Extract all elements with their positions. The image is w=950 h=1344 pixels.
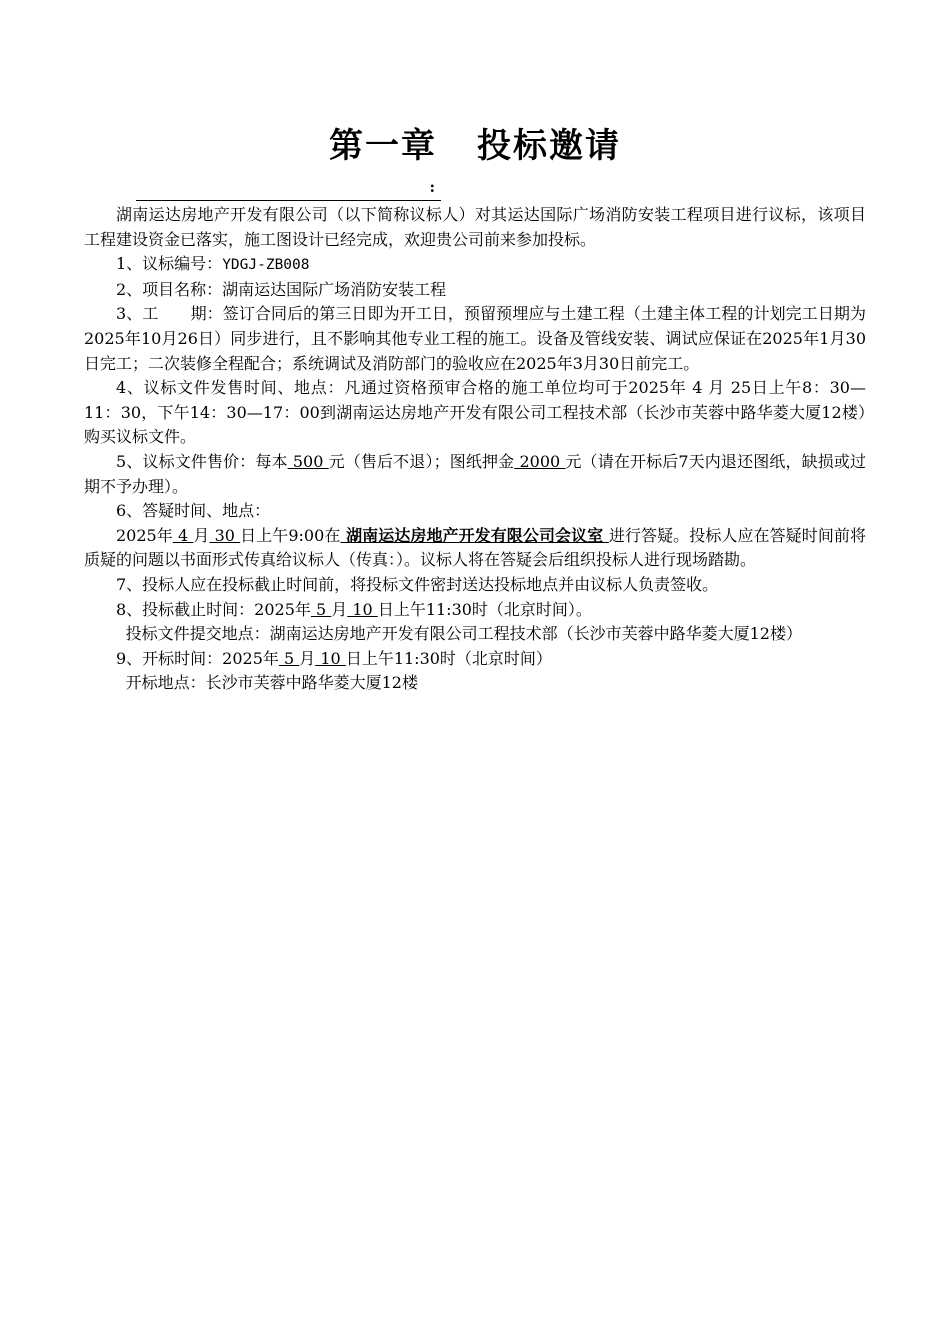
qa-day: 30 [209, 525, 241, 545]
deadline-text-b: 日上午11:30时（北京时间）。 [377, 599, 592, 619]
qa-year: 2025年 [116, 525, 173, 545]
deadline-month-unit: 月 [331, 599, 348, 619]
qa-rest: 进行答疑。投标人应在答疑时间前将质疑的问题以书面形式传真给议标人（传真：）。议标人将在答疑会后组织投标人进行现场踏勘。 [84, 525, 866, 570]
intro-paragraph: 湖南运达房地产开发有限公司（以下简称议标人）对其运达国际广场消防安装工程项目进行议标，该项目工程建设资金已落实，施工图设计已经完成，欢迎贵公司前来参加投标。 [84, 205, 866, 249]
item-project-name: 2、项目名称：湖南运达国际广场消防安装工程 [116, 279, 447, 299]
item-submission-place: 投标文件提交地点：湖南运达房地产开发有限公司工程技术部（长沙市芙蓉中路华菱大厦12楼） [125, 624, 802, 644]
opening-text-b: 日上午11:30时（北京时间） [345, 648, 552, 668]
qa-place: 湖南运达房地产开发有限公司会议室 [340, 525, 609, 545]
item-opening-place: 开标地点：长沙市芙蓉中路华菱大厦12楼 [125, 673, 418, 693]
item-qa-details [84, 524, 866, 573]
bid-number-value: YDGJ-ZB008 [222, 257, 310, 274]
opening-day: 10 [315, 648, 346, 668]
item-bid-number [84, 252, 866, 278]
item-submission: 7、投标人应在投标截止时间前，将投标文件密封送达投标地点并由议标人负责签收。 [116, 574, 719, 594]
price-text-c: 元（请在开标后7天内退还图纸，缺损或过期不予办理）。 [84, 451, 867, 496]
chapter-title [0, 118, 950, 167]
salutation-blank-line [136, 180, 441, 201]
qa-month: 4 [172, 525, 194, 545]
deadline-text-a: 8、投标截止时间：2025年 [116, 599, 311, 619]
price-text-a: 5、议标文件售价：每本 [116, 451, 288, 471]
opening-month: 5 [278, 648, 300, 668]
qa-day-unit: 日上午9:00在 [240, 525, 341, 545]
chapter-number: 第一章 [329, 126, 437, 166]
bid-number-label: 1、议标编号： [116, 254, 223, 274]
document-body [84, 203, 866, 696]
item-qa-heading: 6、答疑时间、地点： [116, 501, 271, 521]
deadline-day: 10 [347, 599, 378, 619]
opening-month-unit: 月 [299, 648, 316, 668]
salutation-colon: : [429, 178, 435, 196]
item-schedule: 3、工 期：签订合同后的第三日即为开工日，预留预埋应与土建工程（土建主体工程的计划完工日期为2025年10月26日）同步进行，且不影响其他专业工程的施工。设备及管线安装、调试应保证在2025年1月30日完工；二次装修全程配合；系统调试及消防部门的验收应在2025年3月30日前完工。 [84, 304, 866, 373]
deadline-month: 5 [310, 599, 332, 619]
opening-text-a: 9、开标时间：2025年 [116, 648, 279, 668]
item-opening-time [84, 647, 866, 672]
item-deadline [84, 598, 866, 623]
chapter-name: 投标邀请 [477, 126, 621, 166]
item-document-price [84, 450, 866, 499]
price-text-b: 元（售后不退）；图纸押金 [328, 451, 515, 471]
item-document-sale: 4、议标文件发售时间、地点：凡通过资格预审合格的施工单位均可于2025年 4 月 25日上午8：30—11：30，下午14：30—17：00到湖南运达房地产开发有限公司工程技术部（长沙市芙蓉中路华菱大厦12楼）购买议标文件。 [84, 378, 866, 447]
qa-month-unit: 月 [193, 525, 210, 545]
deposit-value: 2000 [514, 451, 566, 471]
price-value: 500 [287, 451, 329, 471]
